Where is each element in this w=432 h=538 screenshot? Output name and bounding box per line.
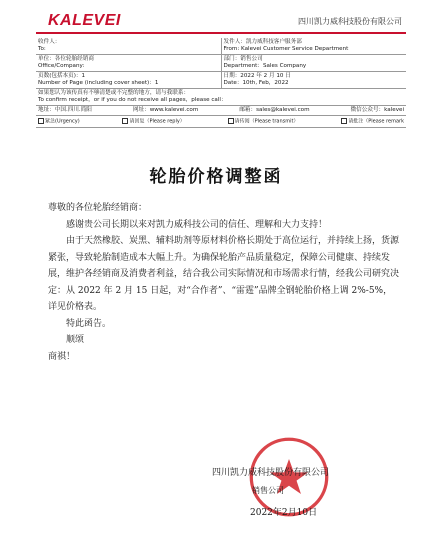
letter-body (48, 200, 400, 365)
fax-pages: 页数(包括本页)：1 Number of Page (including cover sheet)：1 (38, 72, 159, 86)
fax-row-to-from (36, 38, 406, 55)
logo-text: KALEVEI (48, 12, 121, 29)
signature-date: 2022年2月10日 (250, 508, 318, 518)
fax-wechat: 微信公众号：kalevei (350, 106, 404, 113)
check-transmit: 请传阅（Please transmit） (228, 118, 299, 125)
checkbox-icon (341, 118, 347, 124)
check-remark: 请批注（Please remark (341, 118, 404, 125)
fax-from: 发件人：凯力威科技客户服务部 From: Kalevei Customer Service Department (221, 38, 407, 54)
fax-row-unit-dept (36, 55, 406, 72)
fax-row-pages-date (36, 72, 406, 89)
fax-email: 邮箱：sales@kalevei.com (239, 106, 310, 113)
fax-contact-row (36, 106, 406, 116)
letter-title: 轮胎价格调整函 (149, 167, 283, 187)
fax-checkbox-row (36, 116, 406, 128)
paragraph-notice: 特此函告。 (66, 318, 112, 329)
fax-date: 日期：2022 年 2 月 10 日 Date：10th, Feb，2022 (221, 72, 407, 88)
closing-regards: 顺颂 (66, 335, 85, 345)
fax-row-notice (36, 89, 406, 106)
closing-wishes: 商祺！ (48, 351, 76, 362)
check-urgent: 紧急(Urgency) (38, 118, 80, 125)
company-logo (48, 12, 121, 30)
checkbox-icon (38, 118, 44, 124)
checkbox-icon (122, 118, 128, 124)
paragraph-price-adjustment: 由于天然橡胶、炭黑、辅料助剂等原材料价格长期处于高位运行，并持续上扬，货源紧张，导致轮胎制造成本大幅上升。为确保轮胎产品质量稳定，保障公司健康、持续发展，维护各经销商及消费者利益，结合我公司实际情况和市场需求行情，经我公司研究决定：从 2022 年 2 月 15 日起，对“合作者”、“雷霆”品牌全钢轮胎价格上调 2%-5%，详见价格表。 (48, 236, 400, 312)
fax-to: 收件人： To: (38, 39, 61, 52)
fax-unit: 单位：各位轮胎经销商 Office/Company: (38, 55, 94, 69)
fax-notice-cn: 如果您认为该传真有不够清楚或不完整的地方，请与我联系： (38, 89, 190, 96)
fax-website: 网址：www.kalevei.com (132, 106, 199, 113)
fax-address: 地址：中国.四川.简阳 (38, 106, 92, 113)
fax-dept: 部门：销售公司 Department：Sales Company (221, 55, 407, 71)
checkbox-icon (228, 118, 234, 124)
header-rule (36, 32, 406, 34)
check-reply: 请回复（Please reply） (122, 118, 184, 125)
fax-cover-table (36, 38, 406, 128)
header-company-name: 四川凯力威科技股份有限公司 (298, 17, 402, 26)
signature-company: 四川凯力威科技股份有限公司 (212, 468, 330, 478)
paragraph-thanks: 感谢贵公司长期以来对凯力威科技公司的信任、理解和大力支持！ (66, 219, 328, 230)
salutation: 尊敬的各位轮胎经销商： (48, 203, 148, 213)
fax-notice-en: To confirm receipt，or if you do not receive all pages，please call： (38, 96, 227, 103)
signature-dept: 销售公司 (252, 486, 284, 495)
